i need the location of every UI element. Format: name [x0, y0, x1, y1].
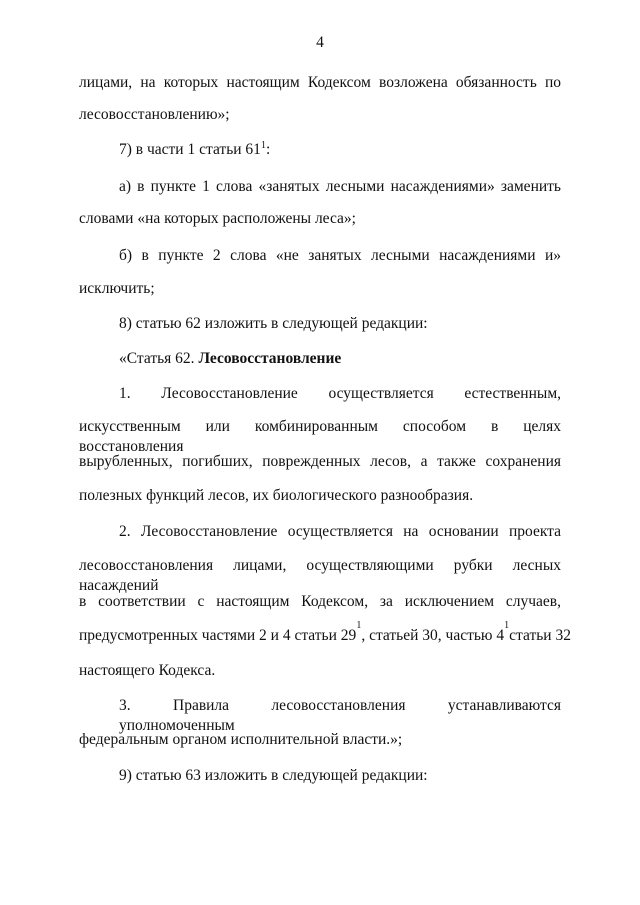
superscript: 1 [504, 620, 510, 631]
page-number: 4 [316, 34, 324, 51]
text-line: а) в пункте 1 слова «занятых лесными насаждениями» заменить [119, 178, 561, 195]
superscript: 1 [260, 140, 266, 151]
text-line: 1. Лесовосстановление осуществляется естественным, [119, 385, 561, 402]
text-line: вырубленных, погибших, поврежденных лесов, а также сохранения [79, 453, 561, 470]
text-line: 7) в части 1 статьи $61^1$: [119, 140, 271, 158]
text-line: лицами, на которых настоящим Кодексом возложена обязанность по [79, 74, 561, 91]
superscript: 1 [356, 620, 362, 631]
text-line: 9) статью 63 изложить в следующей редакции: [119, 767, 428, 784]
text-line: лесовосстановлению»; [79, 106, 230, 123]
text-line: исключить; [79, 280, 155, 297]
text-line: в соответствии с настоящим Кодексом, за исключением случаев, [79, 593, 561, 610]
text-line: искусственным или комбинированным способом в целях восстановления [79, 418, 561, 455]
article-heading: «Статья 62. Лесовосстановление [119, 350, 342, 367]
text-line: 3. Правила лесовосстановления устанавливаются уполномоченным [119, 697, 561, 734]
text-line: федеральным органом исполнительной власти.»; [79, 731, 403, 748]
text-line: 8) статью 62 изложить в следующей редакции: [119, 315, 428, 332]
text-line: полезных функций лесов, их биологического разнообразия. [79, 487, 474, 504]
text-line: лесовосстановления лицами, осуществляющими рубки лесных насаждений [79, 557, 561, 594]
text-line: настоящего Кодекса. [79, 662, 216, 679]
text-line: словами «на которых расположены леса»; [79, 210, 356, 227]
text-line: б) в пункте 2 слова «не занятых лесными насаждениями и» [119, 247, 561, 264]
text-line: 2. Лесовосстановление осуществляется на основании проекта [119, 523, 561, 540]
text-line: предусмотренных частями 2 и 4 статьи 29 1 , статьей 30, частью 4 1 статьи 32 [79, 620, 571, 644]
